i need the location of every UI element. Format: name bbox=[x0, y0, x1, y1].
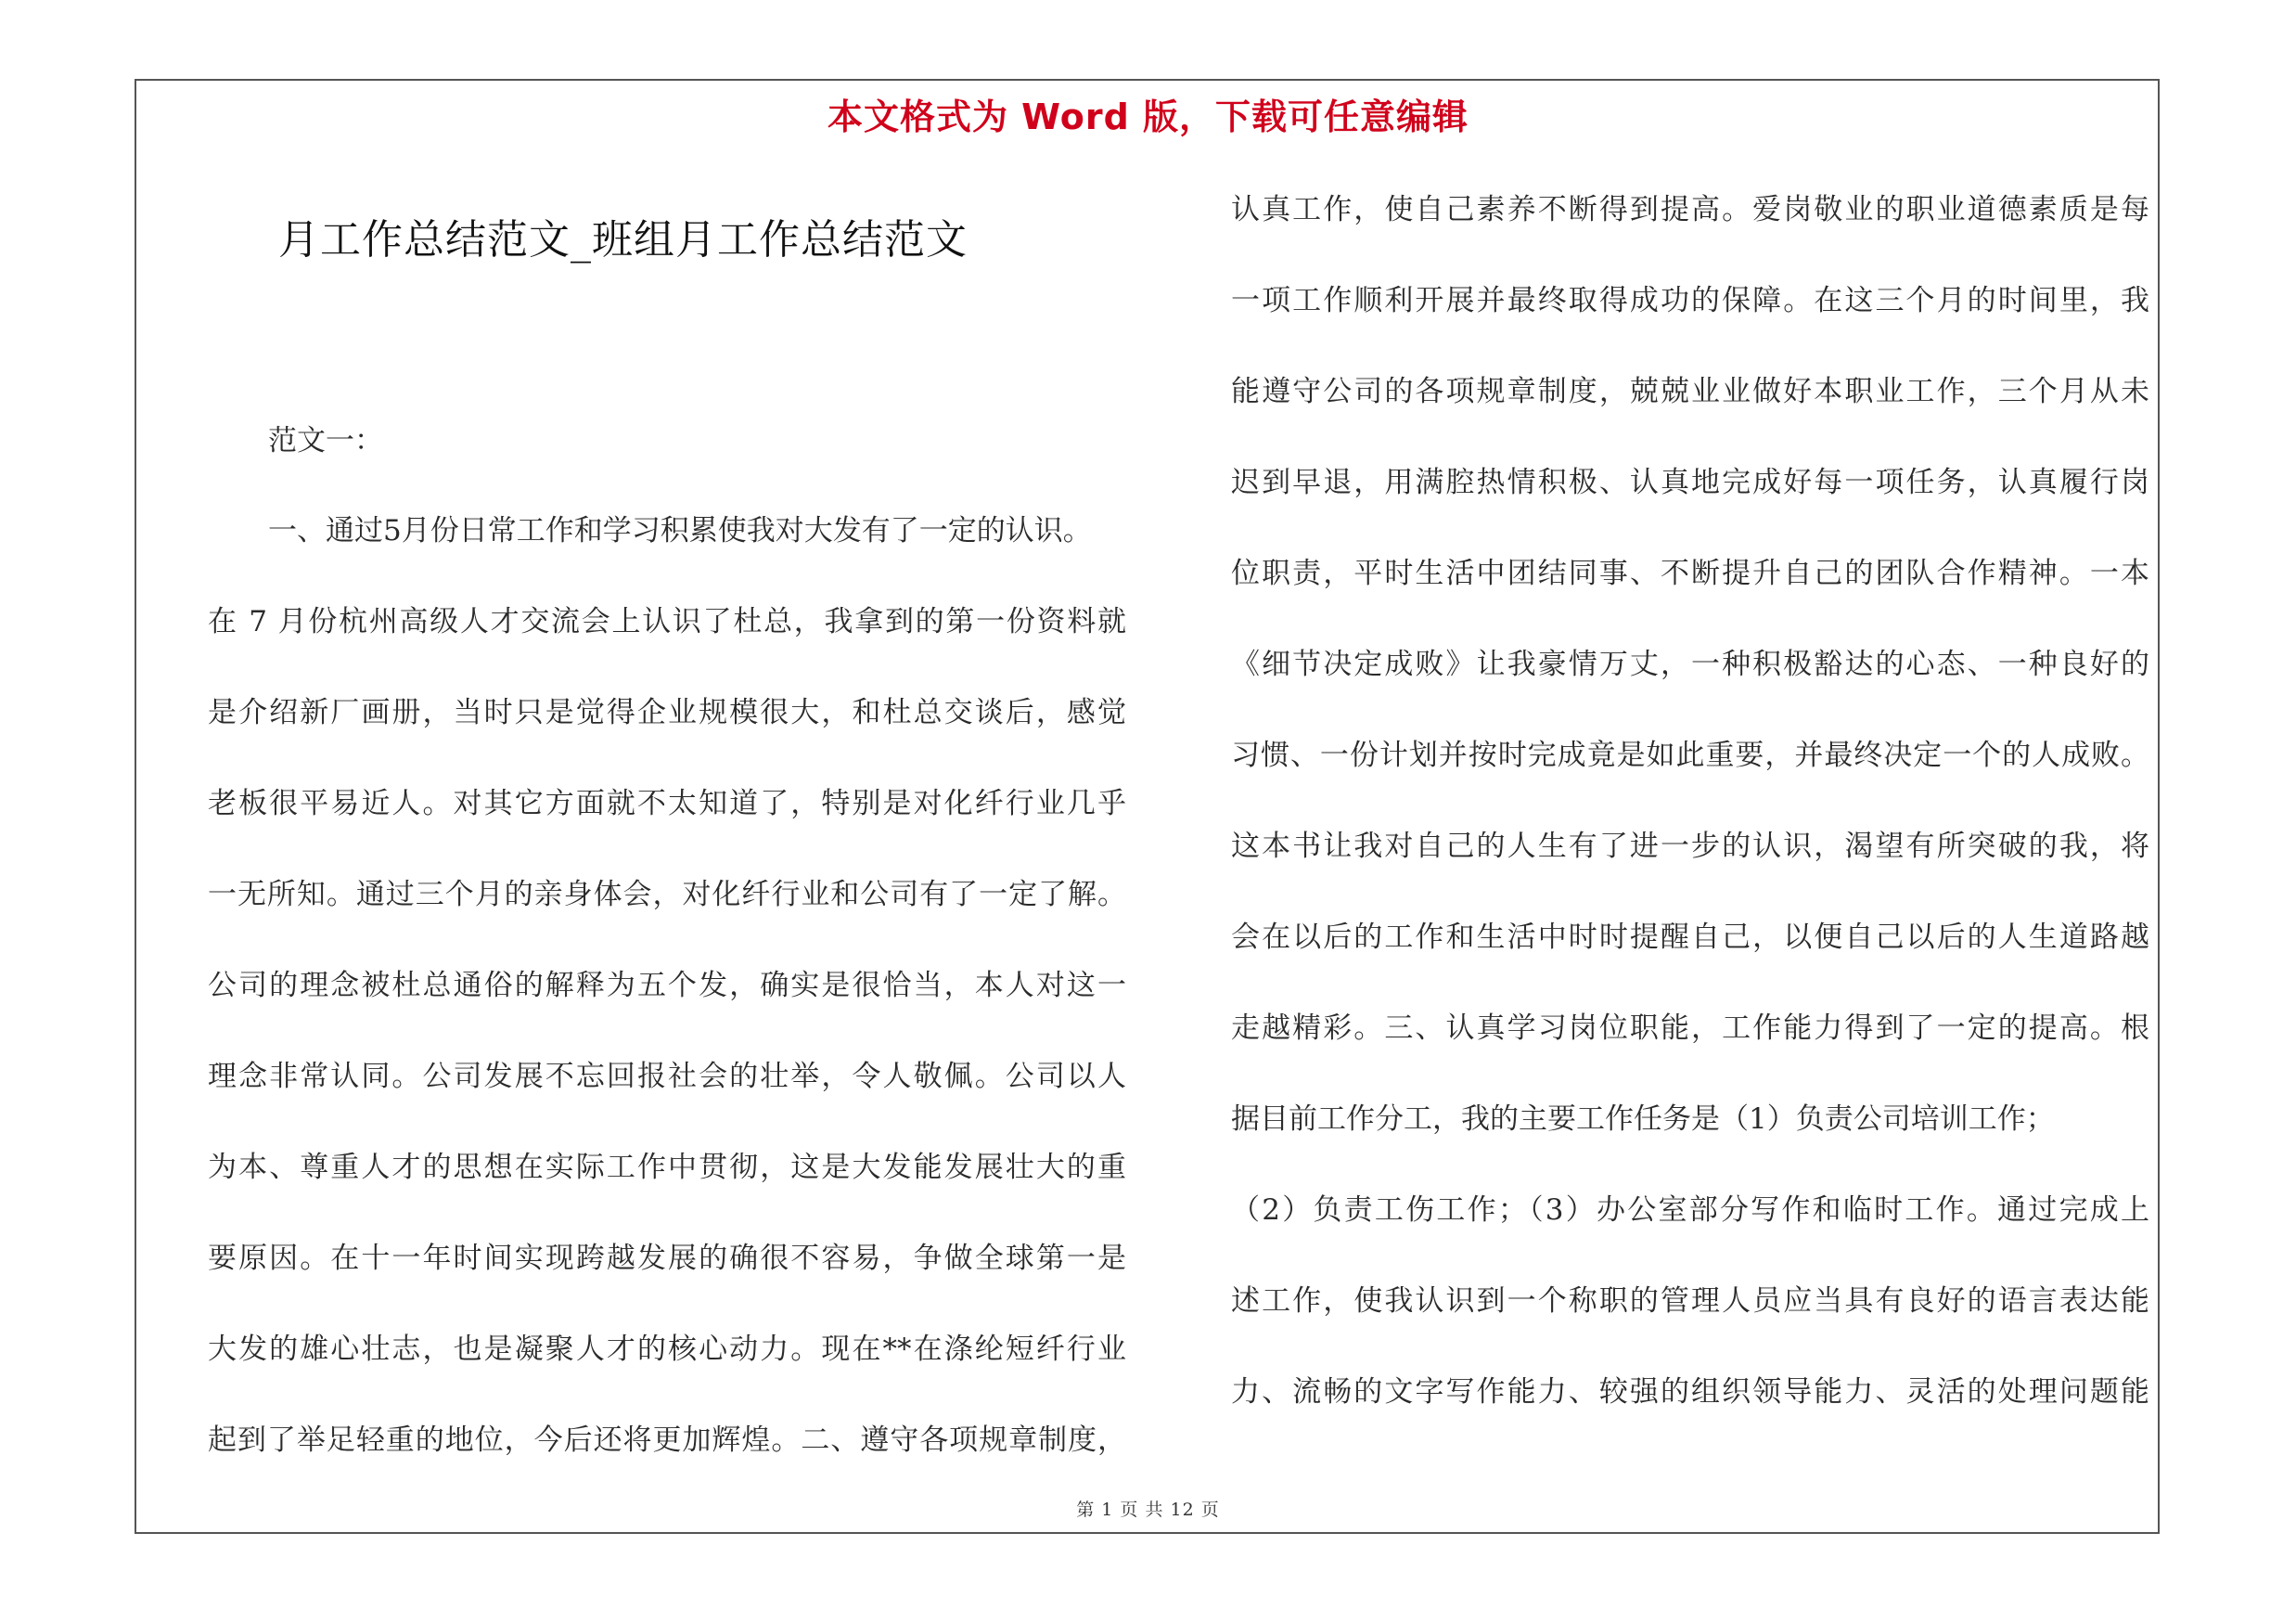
text-line: 走越精彩。三、认真学习岗位职能，工作能力得到了一定的提高。根 bbox=[1231, 1011, 2149, 1045]
text-line: 一项工作顺利开展并最终取得成功的保障。在这三个月的时间里，我 bbox=[1231, 284, 2149, 317]
text-line: 认真工作，使自己素养不断得到提高。爱岗敬业的职业道德素质是每 bbox=[1231, 193, 2149, 226]
text-line: 理念非常认同。公司发展不忘回报社会的壮举，令人敬佩。公司以人 bbox=[208, 1060, 1126, 1093]
text-line: 为本、尊重人才的思想在实际工作中贯彻，这是大发能发展壮大的重 bbox=[208, 1151, 1126, 1184]
document-title: 月工作总结范文_班组月工作总结范文 bbox=[278, 216, 968, 264]
text-line: 能遵守公司的各项规章制度，兢兢业业做好本职业工作，三个月从未 bbox=[1231, 375, 2149, 408]
text-line: 要原因。在十一年时间实现跨越发展的确很不容易，争做全球第一是 bbox=[208, 1242, 1126, 1275]
paragraph-label: 范文一： bbox=[268, 424, 383, 457]
text-line: 迟到早退，用满腔热情积极、认真地完成好每一项任务，认真履行岗 bbox=[1231, 466, 2149, 499]
page-number-footer: 第 1 页 共 12 页 bbox=[1076, 1500, 1220, 1520]
format-banner: 本文格式为 Word 版，下载可任意编辑 bbox=[827, 97, 1469, 137]
text-line: 习惯、一份计划并按时完成竟是如此重要，并最终决定一个的人成败。 bbox=[1231, 739, 2149, 772]
text-line: 老板很平易近人。对其它方面就不太知道了，特别是对化纤行业几乎 bbox=[208, 787, 1126, 820]
text-line: （2）负责工伤工作；（3）办公室部分写作和临时工作。通过完成上 bbox=[1231, 1193, 2149, 1227]
text-line: 会在以后的工作和生活中时时提醒自己，以便自己以后的人生道路越 bbox=[1231, 921, 2149, 954]
text-line: 据目前工作分工，我的主要工作任务是（1）负责公司培训工作； bbox=[1231, 1102, 2055, 1136]
text-line: 《细节决定成败》让我豪情万丈，一种积极豁达的心态、一种良好的 bbox=[1231, 648, 2149, 681]
text-line: 大发的雄心壮志，也是凝聚人才的核心动力。现在**在涤纶短纤行业 bbox=[208, 1333, 1126, 1366]
text-line: 述工作，使我认识到一个称职的管理人员应当具有良好的语言表达能 bbox=[1231, 1284, 2149, 1318]
text-line: 公司的理念被杜总通俗的解释为五个发，确实是很恰当，本人对这一 bbox=[208, 969, 1126, 1002]
text-line: 是介绍新厂画册，当时只是觉得企业规模很大，和杜总交谈后，感觉 bbox=[208, 696, 1126, 729]
text-line: 位职责，平时生活中团结同事、不断提升自己的团队合作精神。一本 bbox=[1231, 557, 2149, 590]
text-line: 一、通过5月份日常工作和学习积累使我对大发有了一定的认识。 bbox=[268, 514, 1092, 547]
text-line: 这本书让我对自己的人生有了进一步的认识，渴望有所突破的我，将 bbox=[1231, 830, 2149, 863]
text-line: 起到了举足轻重的地位，今后还将更加辉煌。二、遵守各项规章制度， bbox=[208, 1423, 1126, 1457]
text-line: 一无所知。通过三个月的亲身体会，对化纤行业和公司有了一定了解。 bbox=[208, 878, 1126, 911]
text-line: 在 7 月份杭州高级人才交流会上认识了杜总，我拿到的第一份资料就 bbox=[208, 605, 1126, 638]
text-line: 力、流畅的文字写作能力、较强的组织领导能力、灵活的处理问题能 bbox=[1231, 1375, 2149, 1409]
